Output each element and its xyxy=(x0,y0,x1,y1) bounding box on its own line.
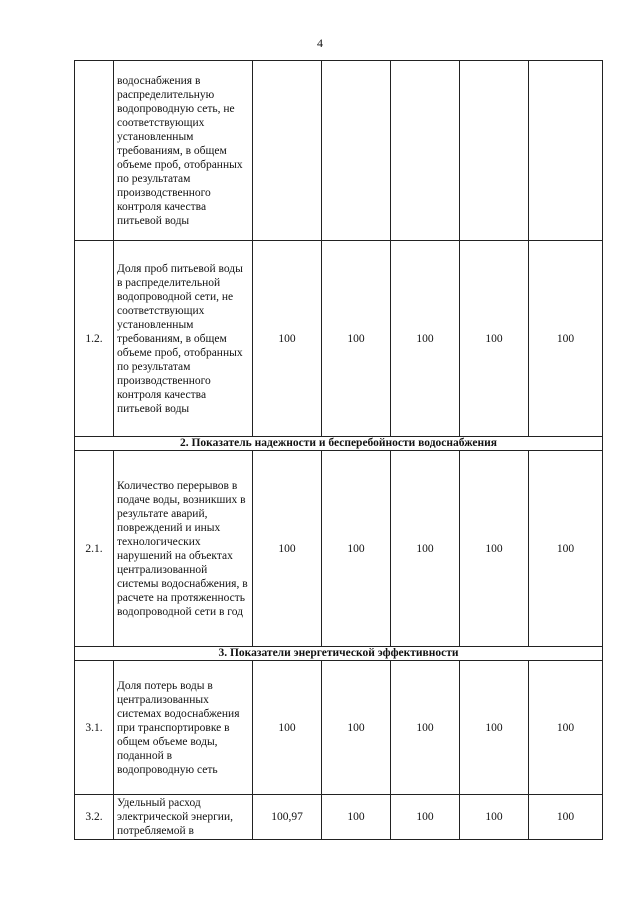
row-number: 3.2. xyxy=(75,795,114,840)
value-cell xyxy=(529,61,603,241)
value-cell: 100 xyxy=(460,451,529,647)
value-cell: 100 xyxy=(529,661,603,795)
row-number: 2.1. xyxy=(75,451,114,647)
value-cell: 100 xyxy=(253,241,322,437)
indicators-table xyxy=(74,60,603,840)
value-cell: 100 xyxy=(529,241,603,437)
value-cell: 100 xyxy=(322,661,391,795)
value-cell: 100 xyxy=(391,661,460,795)
value-cell: 100 xyxy=(391,241,460,437)
indicator-description: Удельный расход электрической энергии, потребляемой в xyxy=(114,795,253,840)
value-cell: 100,97 xyxy=(253,795,322,840)
section-header-row xyxy=(75,647,603,661)
section-title: 3. Показатели энергетической эффективности xyxy=(75,647,603,661)
indicator-description: Доля потерь воды в централизованных системах водоснабжения при транспортировке в общем объеме воды, поданной в водопроводную сеть xyxy=(114,661,253,795)
table-row xyxy=(75,795,603,840)
value-cell: 100 xyxy=(529,795,603,840)
indicator-description: водоснабжения в распределительную водопроводную сеть, не соответствующих установленным требованиям, в общем объеме проб, отобранных по результатам производственного контроля качества питьевой воды xyxy=(114,61,253,241)
value-cell: 100 xyxy=(253,451,322,647)
value-cell: 100 xyxy=(322,451,391,647)
value-cell: 100 xyxy=(253,661,322,795)
row-number: 1.2. xyxy=(75,241,114,437)
table-row xyxy=(75,61,603,241)
value-cell: 100 xyxy=(322,241,391,437)
table-row xyxy=(75,241,603,437)
value-cell xyxy=(322,61,391,241)
row-number: 3.1. xyxy=(75,661,114,795)
value-cell xyxy=(391,61,460,241)
table-row xyxy=(75,451,603,647)
value-cell: 100 xyxy=(460,661,529,795)
value-cell: 100 xyxy=(529,451,603,647)
row-number xyxy=(75,61,114,241)
value-cell: 100 xyxy=(460,795,529,840)
table-row xyxy=(75,661,603,795)
section-header-row xyxy=(75,437,603,451)
value-cell: 100 xyxy=(391,795,460,840)
value-cell: 100 xyxy=(322,795,391,840)
indicator-description: Количество перерывов в подаче воды, возникших в результате аварий, повреждений и иных технологических нарушений на объектах централизованной системы водоснабжения, в расчете на протяженность водопроводной сети в год xyxy=(114,451,253,647)
value-cell: 100 xyxy=(460,241,529,437)
page-number: 4 xyxy=(317,36,323,50)
value-cell xyxy=(253,61,322,241)
value-cell: 100 xyxy=(391,451,460,647)
value-cell xyxy=(460,61,529,241)
indicator-description: Доля проб питьевой воды в распределительной водопроводной сети, не соответствующих установленным требованиям, в общем объеме проб, отобранных по результатам производственного контроля качества питьевой воды xyxy=(114,241,253,437)
section-title: 2. Показатель надежности и бесперебойности водоснабжения xyxy=(75,437,603,451)
